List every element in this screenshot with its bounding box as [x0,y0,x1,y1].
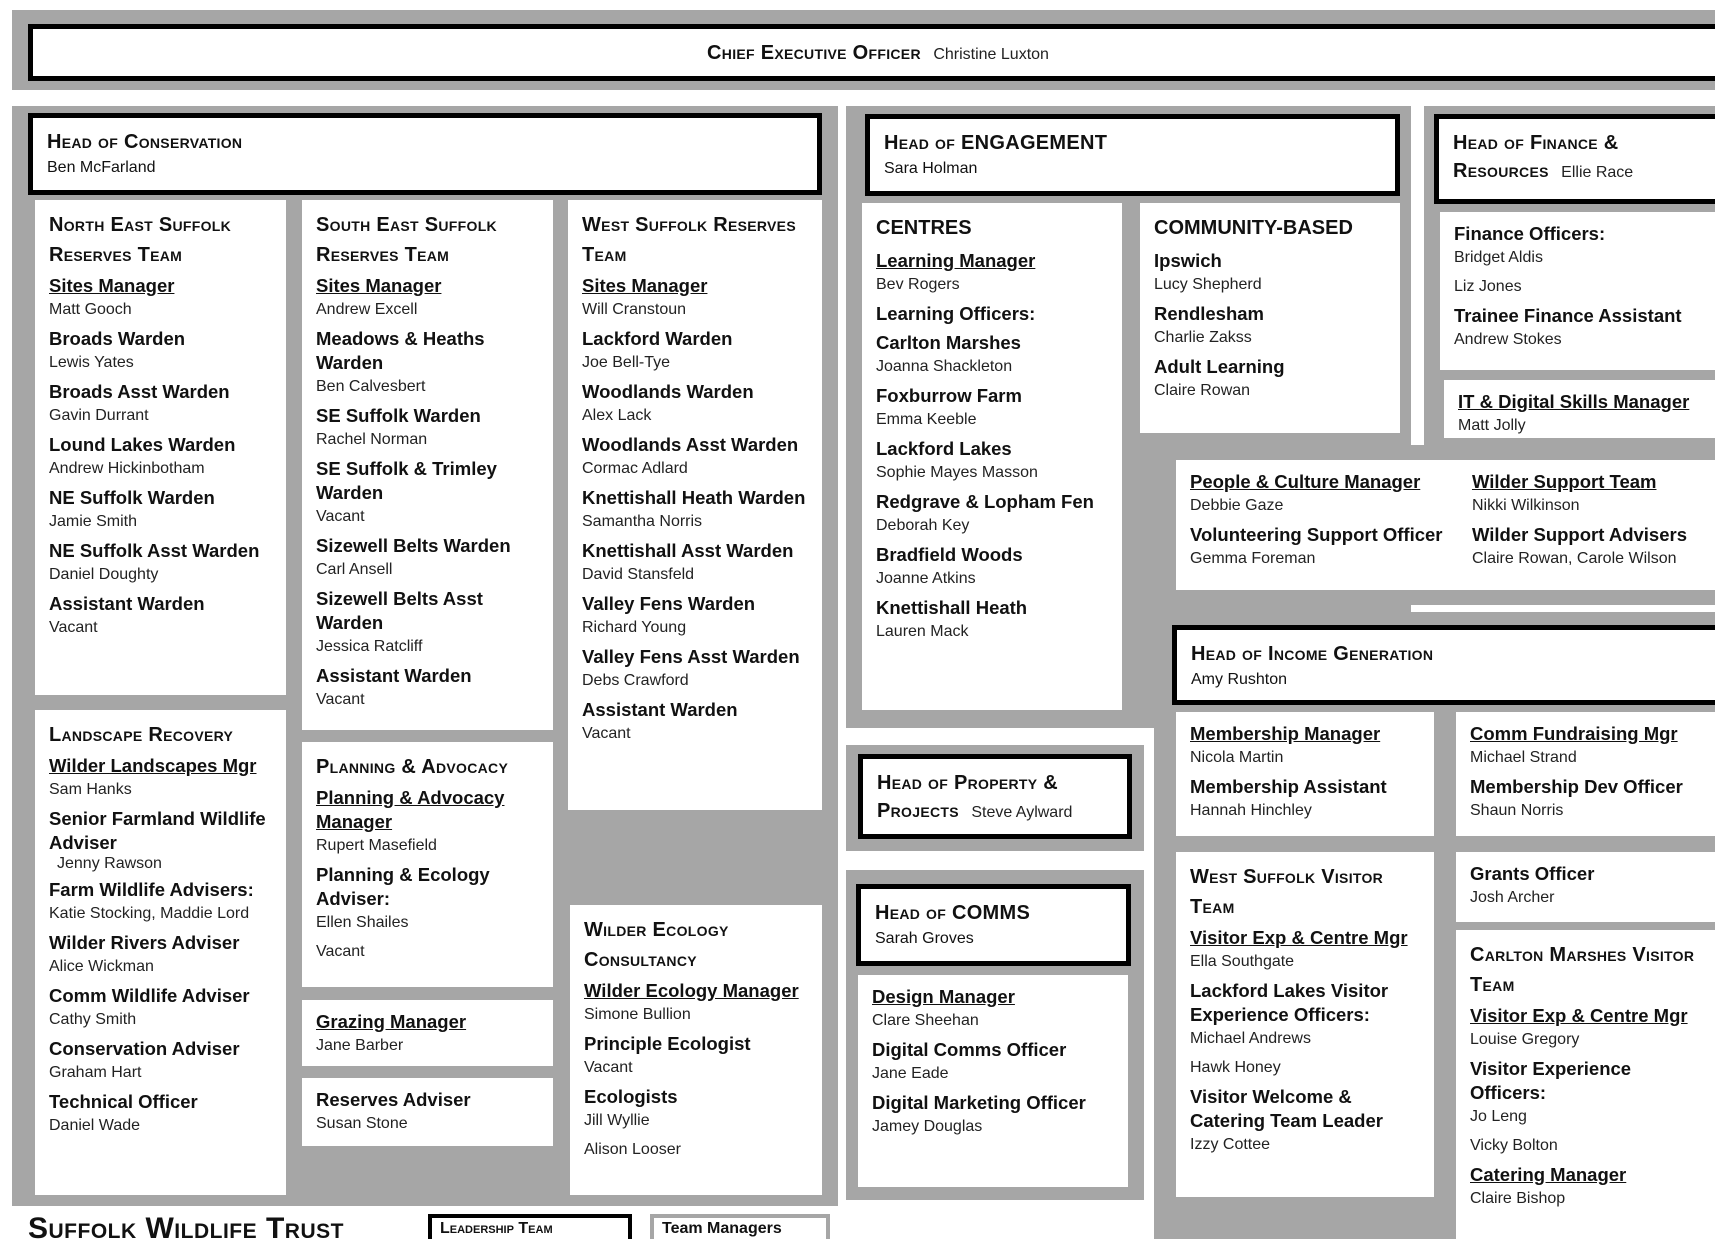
it-box [1444,380,1715,438]
carlton-visitor-team [1456,930,1715,1239]
role-title: Catering Manager [1470,1164,1627,1185]
staff-entry [582,645,808,693]
planning-advocacy-team [302,742,553,987]
person-name: Vacant [316,943,365,960]
role-title: Trainee Finance Assistant [1454,305,1682,326]
person-name: Daniel Wade [49,1117,141,1134]
role-title: Volunteering Support Officer [1190,524,1443,545]
west-suffolk-visitor-team [1176,852,1434,1197]
person-name: Alex Lack [582,407,652,424]
person-name: Debbie Gaze [1190,497,1284,514]
staff-entry [49,1090,272,1138]
person-name: Ellen Shailes [316,914,409,931]
staff-entry [49,878,272,926]
staff-entry [1190,470,1462,518]
role-title: Broads Asst Warden [49,381,230,402]
person-name: Jo Leng [1470,1108,1527,1125]
staff-entry [1154,302,1386,350]
role-title: Finance Officers: [1454,223,1606,244]
fundraising-box [1456,712,1715,836]
person-name: Vacant [49,619,98,636]
role-title: Wilder Ecology Manager [584,980,799,1001]
entry-list [1190,926,1420,1157]
finance-officers-box [1440,212,1715,370]
person-name: Ben Calvesbert [316,378,426,395]
role-title: Valley Fens Warden [582,593,756,614]
person-name: Joanne Atkins [876,570,976,587]
person-name: Will Cranstoun [582,301,687,318]
role-title: Sizewell Belts Warden [316,535,511,556]
entry-list [49,274,272,640]
ceo-role: Chief Executive Officer [707,42,921,64]
staff-entry [49,1037,272,1085]
role-title: Knettishall Asst Warden [582,540,794,561]
team-title: South East Suffolk Reserves Team [316,214,497,266]
role-title: Broads Warden [49,328,186,349]
role-title: Digital Marketing Officer [872,1092,1086,1113]
staff-entry [316,863,539,935]
grants-box [1456,852,1715,922]
person-name: Izzy Cottee [1190,1136,1271,1153]
person-name: Ella Southgate [1190,953,1295,970]
staff-entry [582,380,808,428]
staff-entry [1190,775,1420,823]
staff-entry [872,985,1114,1033]
person-name: Charlie Zakss [1154,329,1252,346]
role-title: Comm Fundraising Mgr [1470,723,1678,744]
person-name: Andrew Excell [316,301,418,318]
role-title: Comm Wildlife Adviser [49,985,250,1006]
role-title: Planning & Advocacy Manager [316,787,505,832]
role-title: Grazing Manager [316,1011,467,1032]
centres-team [862,203,1122,710]
staff-entry [1472,523,1701,571]
staff-entry [1472,470,1701,518]
staff-entry [49,592,272,640]
role-title: Knettishall Heath Warden [582,487,806,508]
staff-entry [316,1088,539,1136]
role-title: NE Suffolk Asst Warden [49,540,260,561]
staff-entry [49,539,272,587]
person-name: Shaun Norris [1470,802,1564,819]
entry-list [316,274,539,712]
person-name: Matt Jolly [1458,417,1526,434]
income-head-name: Amy Rushton [1191,671,1288,688]
property-head-name: Steve Aylward [971,804,1073,821]
entry-list [1190,722,1420,823]
team-title: CENTRES [876,217,972,239]
person-name: Vacant [582,725,631,742]
entry-list [1470,1004,1701,1211]
staff-entry [1470,1057,1701,1129]
role-title: Planning & Ecology Adviser: [316,864,490,909]
staff-entry [49,486,272,534]
person-name: Jessica Ratcliff [316,638,423,655]
team-title: Landscape Recovery [49,724,234,746]
staff-entry [876,249,1108,297]
staff-entry [49,380,272,428]
ne-suffolk-team [35,200,286,695]
role-title: Lackford Lakes Visitor Experience Officers: [1190,980,1389,1025]
team-title: Carlton Marshes Visitor Team [1470,944,1695,996]
entry-list [1470,862,1701,910]
entry-list [1190,470,1462,582]
person-name: Rachel Norman [316,431,428,448]
staff-entry [1454,304,1701,352]
staff-entry [584,1085,808,1133]
person-name: Cormac Adlard [582,460,688,477]
grazing-box [302,1000,553,1066]
staff-entry [1470,862,1701,910]
org-title: Suffolk Wildlife Trust [28,1212,344,1239]
person-name: Bridget Aldis [1454,249,1543,266]
person-name: Lewis Yates [49,354,134,371]
role-title: Conservation Adviser [49,1038,240,1059]
staff-entry [316,457,539,529]
finance-head-role: Head of Finance & Resources [1453,132,1619,182]
role-title: Woodlands Warden [582,381,754,402]
person-name: Jamey Douglas [872,1118,983,1135]
role-title: Lackford Lakes [876,438,1012,459]
role-title: Sites Manager [582,275,708,296]
entry-list [316,1010,539,1058]
landscape-recovery-team [35,710,286,1195]
entry-list [1458,390,1701,438]
staff-entry [1190,523,1462,571]
person-name: Nicola Martin [1190,749,1284,766]
comms-team [858,975,1128,1187]
person-name: Sam Hanks [49,781,132,798]
person-name: Michael Andrews [1190,1030,1311,1047]
engagement-head-name: Sara Holman [884,160,978,177]
community-team [1140,203,1400,433]
staff-entry [1154,355,1386,403]
role-title: Farm Wildlife Advisers: [49,879,254,900]
role-title: Visitor Experience Officers: [1470,1058,1632,1103]
reserves-adviser-box [302,1078,553,1146]
team-title: Wilder Ecology Consultancy [584,919,729,971]
person-name: Bev Rogers [876,276,960,293]
staff-entry [582,539,808,587]
staff-entry [1190,979,1420,1051]
west-suffolk-team [568,200,822,810]
staff-entry [316,786,539,858]
staff-entry [316,404,539,452]
staff-entry [584,979,808,1027]
person-name: Jenny Rawson [57,855,162,872]
engagement-head-role: Head of ENGAGEMENT [884,132,1108,154]
staff-entry [876,543,1108,591]
role-title: Senior Farmland Wildlife Adviser [49,808,266,853]
person-name: Clare Sheehan [872,1012,979,1029]
role-title: Membership Assistant [1190,776,1387,797]
role-title: SE Suffolk Warden [316,405,481,426]
person-name: Claire Rowan [1154,382,1251,399]
team-title: West Suffolk Visitor Team [1190,866,1384,918]
role-title: Learning Officers: [876,303,1036,324]
role-title: Technical Officer [49,1091,198,1112]
role-title: Adult Learning [1154,356,1285,377]
role-title: IT & Digital Skills Manager [1458,391,1690,412]
entry-list [1154,249,1386,403]
person-name: Liz Jones [1454,278,1522,295]
staff-entry [316,587,539,659]
person-name: Gavin Durrant [49,407,149,424]
staff-entry [872,1038,1114,1086]
staff-entry [876,302,1108,326]
team-title: Planning & Advocacy [316,756,509,778]
role-title: Lound Lakes Warden [49,434,236,455]
person-name: Josh Archer [1470,889,1555,906]
ceo-box [28,24,1715,81]
person-name: Sophie Mayes Masson [876,464,1038,481]
person-name: Deborah Key [876,517,970,534]
entry-list [876,249,1108,644]
role-title: Assistant Warden [582,699,738,720]
role-title: Visitor Exp & Centre Mgr [1190,927,1408,948]
staff-entry [876,596,1108,644]
person-name: Claire Bishop [1470,1190,1566,1207]
staff-entry [1470,1134,1701,1158]
staff-entry [584,1138,808,1162]
staff-entry [1470,775,1701,823]
entry-list [1470,722,1701,823]
membership-box [1176,712,1434,836]
role-title: Sizewell Belts Asst Warden [316,588,483,633]
role-title: Sites Manager [49,275,175,296]
person-name: Alison Looser [584,1141,681,1158]
person-name: Andrew Stokes [1454,331,1562,348]
staff-entry [1458,390,1701,438]
role-title: Foxburrow Farm [876,385,1022,406]
role-title: Membership Dev Officer [1470,776,1683,797]
staff-entry [1190,1085,1420,1157]
head-of-property-box [858,754,1132,839]
finance-head-name: Ellie Race [1561,164,1634,181]
legend-leadership-team: Leadership Team [428,1214,632,1239]
staff-entry [316,1010,539,1058]
staff-entry [1190,722,1420,770]
head-of-income-box [1172,625,1715,705]
staff-entry [316,327,539,399]
person-name: Carl Ansell [316,561,393,578]
person-name: Jane Eade [872,1065,949,1082]
head-of-finance-box [1434,114,1715,204]
head-of-conservation-box [28,113,822,195]
staff-entry [316,664,539,712]
staff-entry [584,1032,808,1080]
head-of-comms-box [856,884,1131,966]
person-name: Jill Wyllie [584,1112,650,1129]
person-name: Andrew Hickinbotham [49,460,205,477]
person-name: Joe Bell-Tye [582,354,671,371]
role-title: Rendlesham [1154,303,1265,324]
role-title: Meadows & Heaths Warden [316,328,485,373]
person-name: Rupert Masefield [316,837,437,854]
staff-entry [49,807,272,873]
staff-entry [49,274,272,322]
person-name: Lucy Shepherd [1154,276,1262,293]
person-name: Susan Stone [316,1115,408,1132]
staff-entry [1470,1004,1701,1052]
person-name: David Stansfeld [582,566,695,583]
person-name: Jamie Smith [49,513,138,530]
ceo-name: Christine Luxton [933,46,1049,63]
staff-entry [876,437,1108,485]
people-culture-box [1176,460,1715,590]
person-name: Vicky Bolton [1470,1137,1558,1154]
staff-entry [582,592,808,640]
role-title: Wilder Rivers Adviser [49,932,240,953]
staff-entry [582,486,808,534]
staff-entry [49,931,272,979]
staff-entry [49,754,272,802]
person-name: Louise Gregory [1470,1031,1580,1048]
team-title: West Suffolk Reserves Team [582,214,796,266]
role-title: Sites Manager [316,275,442,296]
person-name: Graham Hart [49,1064,142,1081]
staff-entry [1470,1163,1701,1211]
role-title: Carlton Marshes [876,332,1021,353]
person-name: Richard Young [582,619,687,636]
role-title: People & Culture Manager [1190,471,1421,492]
role-title: Assistant Warden [316,665,472,686]
staff-entry [582,433,808,481]
comms-head-name: Sarah Groves [875,930,974,947]
staff-entry [872,1091,1114,1139]
conservation-head-role: Head of Conservation [47,131,243,153]
role-title: Visitor Welcome & Catering Team Leader [1190,1086,1383,1131]
entry-list [584,979,808,1162]
entry-list [872,985,1114,1139]
role-title: Redgrave & Lopham Fen [876,491,1094,512]
role-title: Ipswich [1154,250,1222,271]
role-title: Valley Fens Asst Warden [582,646,800,667]
person-name: Matt Gooch [49,301,132,318]
person-name: Debs Crawford [582,672,689,689]
staff-entry [1454,275,1701,299]
role-title: Digital Comms Officer [872,1039,1067,1060]
staff-entry [49,327,272,375]
person-name: Joanna Shackleton [876,358,1013,375]
se-suffolk-team [302,200,553,730]
entry-list [1472,470,1701,582]
wilder-ecology-team [570,905,822,1195]
role-title: Woodlands Asst Warden [582,434,799,455]
role-title: Knettishall Heath [876,597,1028,618]
staff-entry [876,490,1108,538]
person-name: Katie Stocking, Maddie Lord [49,905,250,922]
staff-entry [49,984,272,1032]
role-title: SE Suffolk & Trimley Warden [316,458,497,503]
comms-head-role: Head of COMMS [875,902,1031,924]
staff-entry [876,384,1108,432]
role-title: Membership Manager [1190,723,1381,744]
person-name: Gemma Foreman [1190,550,1316,567]
income-head-role: Head of Income Generation [1191,643,1434,665]
team-title: North East Suffolk Reserves Team [49,214,232,266]
entry-list [582,274,808,746]
staff-entry [1154,249,1386,297]
staff-entry [316,274,539,322]
person-name: Vacant [316,508,365,525]
person-name: Alice Wickman [49,958,154,975]
staff-entry [582,698,808,746]
person-name: Lauren Mack [876,623,969,640]
role-title: NE Suffolk Warden [49,487,215,508]
role-title: Learning Manager [876,250,1036,271]
property-head-role: Head of Property & Projects [877,772,1058,822]
staff-entry [49,433,272,481]
legend-team-managers: Team Managers [650,1214,830,1239]
person-name: Emma Keeble [876,411,977,428]
entry-list [316,786,539,964]
staff-entry [1190,1056,1420,1080]
person-name: Simone Bullion [584,1006,691,1023]
entry-list [1454,222,1701,352]
role-title: Design Manager [872,986,1015,1007]
entry-list [316,1088,539,1136]
person-name: Hawk Honey [1190,1059,1281,1076]
person-name: Jane Barber [316,1037,404,1054]
role-title: Assistant Warden [49,593,205,614]
person-name: Claire Rowan, Carole Wilson [1471,550,1677,567]
role-title: Lackford Warden [582,328,733,349]
head-of-engagement-box [865,114,1400,196]
staff-entry [1190,926,1420,974]
role-title: Grants Officer [1470,863,1595,884]
person-name: Hannah Hinchley [1190,802,1312,819]
role-title: Wilder Support Team [1471,471,1657,492]
person-name: Cathy Smith [49,1011,137,1028]
person-name: Nikki Wilkinson [1471,497,1580,514]
staff-entry [582,327,808,375]
staff-entry [1470,722,1701,770]
staff-entry [582,274,808,322]
person-name: Vacant [584,1059,633,1076]
entry-list [49,754,272,1138]
role-title: Wilder Support Advisers [1471,524,1687,545]
person-name: Daniel Doughty [49,566,159,583]
role-title: Reserves Adviser [316,1089,471,1110]
role-title: Wilder Landscapes Mgr [49,755,257,776]
staff-entry [876,331,1108,379]
role-title: Visitor Exp & Centre Mgr [1470,1005,1688,1026]
person-name: Michael Strand [1470,749,1577,766]
person-name: Vacant [316,691,365,708]
staff-entry [316,940,539,964]
role-title: Ecologists [584,1086,678,1107]
staff-entry [316,534,539,582]
conservation-head-name: Ben McFarland [47,159,156,176]
team-title: COMMUNITY-BASED [1154,217,1353,239]
person-name: Samantha Norris [582,513,703,530]
role-title: Bradfield Woods [876,544,1023,565]
role-title: Principle Ecologist [584,1033,751,1054]
staff-entry [1454,222,1701,270]
